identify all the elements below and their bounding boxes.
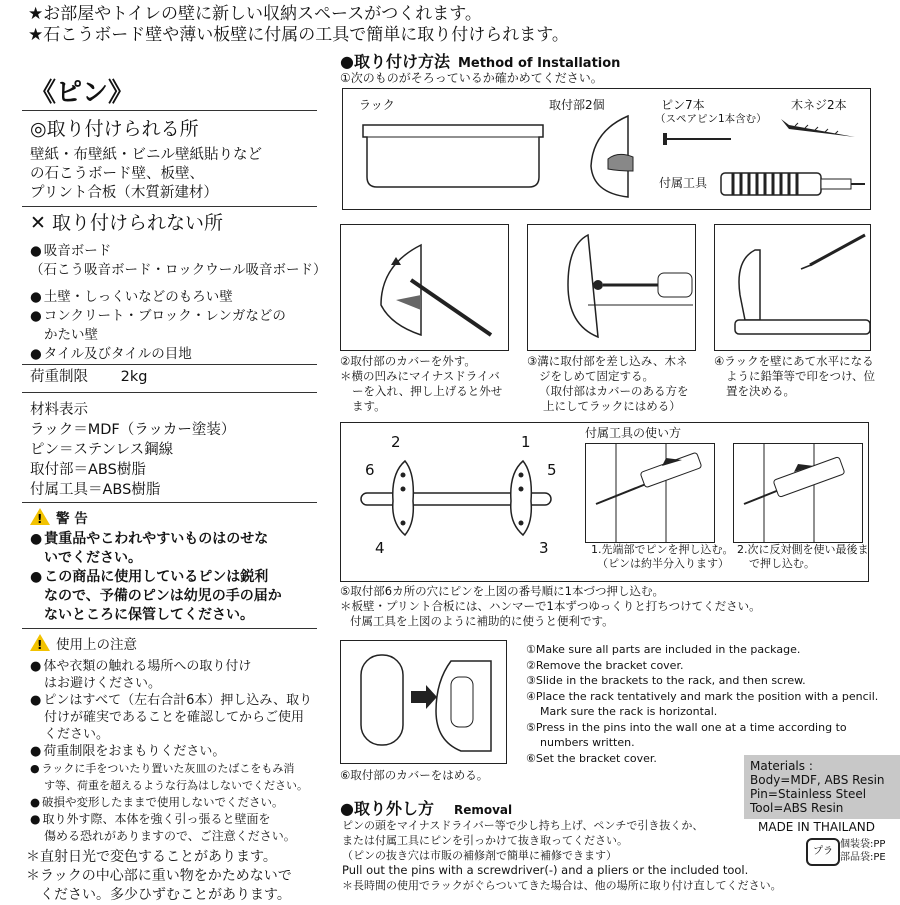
materials-en-box: Materials : Body=MDF, ABS Resin Pin=Stainless Steel Tool=ABS Resin xyxy=(744,755,900,819)
caution-line: ● 荷重制限をおまもりください。 xyxy=(30,743,312,760)
materials-title: 材料表示 xyxy=(30,402,88,418)
pin-number-6: 6 xyxy=(365,461,375,479)
step5-text: ⑤取付部6カ所の穴にピンを上図の番号順に1本づつ押し込む。 ＊板壁・プリント合板には、ハンマーで1本ずつゆっくりと打ちつけてください。 付属工具を上図のように補助的に使うと便利です。 xyxy=(340,584,761,628)
caution-line: はお避けください。 xyxy=(44,676,162,691)
note-line: ＊ラックの中心部に重い物をかためないで xyxy=(26,868,292,884)
notes-list xyxy=(26,848,292,905)
tool-step2-text: 2.次に反対側を使い最後ま で押し込む。 xyxy=(737,543,869,570)
caution-line: 傷める恐れがありますので、ご注意ください。 xyxy=(44,829,296,843)
caution-line: ● 破損や変形したままで使用しないでください。 xyxy=(30,794,312,811)
step1-text: ①次のものがそろっているか確かめてください。 xyxy=(340,71,603,85)
warning-line: いでください。 xyxy=(44,550,142,566)
note-line: ＊直射日光で変色することがあります。 xyxy=(26,849,277,865)
ng-item: ● 土壁・しっくいなどのもろい壁 xyxy=(30,288,326,307)
warning-icon xyxy=(30,508,50,525)
header-line-1: ★お部屋やトイレの壁に新しい収納スペースがつくれます。 xyxy=(28,4,482,24)
caution-line: ● 体や衣類の触れる場所への取り付け xyxy=(30,658,312,675)
ng-item: ● コンクリート・ブロック・レンガなどの xyxy=(30,307,326,326)
warning-line: なので、予備のピンは幼児の手の届か xyxy=(44,588,282,604)
warning-heading: !警 告 xyxy=(30,508,88,529)
parts-pins-label: ピン7本 xyxy=(661,98,705,112)
tool-step1-illustration xyxy=(585,443,715,543)
step4-illustration xyxy=(714,224,871,351)
ok-title: ◎取り付けられる所 xyxy=(30,118,199,140)
tool-step2-illustration xyxy=(733,443,863,543)
caution-line: ● ラックに手をついたり置いた灰皿のたばこをもみ消 xyxy=(30,760,312,777)
pin-number-4: 4 xyxy=(375,539,385,557)
pin-number-1: 1 xyxy=(521,433,531,451)
caution-line: ● ピンはすべて（左右合計6本）押し込み、取り xyxy=(30,692,312,709)
packaging-info: 個装袋:PP 部品袋:PE xyxy=(840,839,886,863)
caution-list xyxy=(30,658,312,845)
bracket-illustration xyxy=(583,111,643,201)
step4-text: ④ラックを壁にあて水平になる ように鉛筆等で印をつけ、位 置を決める。 xyxy=(714,354,876,398)
pin-number-5: 5 xyxy=(547,461,557,479)
parts-box xyxy=(342,88,871,210)
warning-line: ● 貴重品やこわれやすいものはのせな xyxy=(30,530,282,549)
pin-title: 《ピン》 xyxy=(30,78,135,108)
step2-text: ②取付部のカバーを外す。 ＊横の凹みにマイナスドライバ ーを入れ、押し上げると外せ ます。 xyxy=(340,354,503,413)
english-steps: ①Make sure all parts are included in the package. ②Remove the bracket cover. ③Slide in the brackets to the rack, and then screw. ④Place the rack tentatively and mark the position with a pencil. Mark sure the rack is horizontal. ⑤Press in the pins into the wall one at a time according to numbers written. ⑥Set the bracket cover. xyxy=(526,643,879,765)
step3-illustration xyxy=(527,224,696,351)
load-limit xyxy=(30,368,147,387)
caution-line: す等、荷重を超えるような行為はしないでください。 xyxy=(44,779,308,792)
materials-list xyxy=(30,400,235,500)
tool-illustration xyxy=(719,167,869,199)
ok-line: 壁紙・布壁紙・ビニル壁紙貼りなど xyxy=(30,147,262,163)
ng-title: ✕ 取り付けられない所 xyxy=(30,212,223,234)
warning-list xyxy=(30,530,282,625)
pin-illustration xyxy=(661,129,741,149)
recycle-mark-icon: プラ xyxy=(806,838,840,866)
caution-heading: !使用上の注意 xyxy=(30,634,137,655)
caution-line: ください。 xyxy=(44,727,110,742)
material-line: ピン＝ステンレス鋼線 xyxy=(30,442,174,458)
install-title: ●取り付け方法 Method of Installation xyxy=(340,52,621,71)
ng-item: ● タイル及びタイルの目地 xyxy=(30,345,326,364)
warning-line: ないところに保管してください。 xyxy=(44,607,254,623)
ng-list xyxy=(30,242,326,364)
removal-title: ●取り外し方 Removal xyxy=(340,799,513,818)
ng-item: ● 吸音ボード xyxy=(30,242,326,261)
caution-line: 付けが確実であることを確認してからご使用 xyxy=(44,710,305,725)
ok-line: プリント合板（木質新建材） xyxy=(30,185,218,201)
warning-line: ● この商品に使用しているピンは鋭利 xyxy=(30,568,282,587)
pin-number-2: 2 xyxy=(391,433,401,451)
caution-line: ● 取り外す際、本体を強く引っ張ると壁面を xyxy=(30,811,312,828)
step6-text: ⑥取付部のカバーをはめる。 xyxy=(340,768,489,782)
ok-line: の石こうボード壁、板壁、 xyxy=(30,166,204,182)
made-in: MADE IN THAILAND xyxy=(758,820,876,834)
parts-rack-label: ラック xyxy=(359,98,395,112)
parts-tool-label: 付属工具 xyxy=(659,176,708,190)
note-line: ください。多少ひずむことがあります。 xyxy=(40,887,291,903)
caution-icon xyxy=(30,634,50,651)
load-value: 2kg xyxy=(120,369,148,385)
material-line: ラック＝MDF（ラッカー塗装） xyxy=(30,422,236,438)
tool-step1-text: 1.先端部でピンを押し込む。 （ピンは約半分入ります） xyxy=(591,543,734,570)
ng-item: かたい壁 xyxy=(44,327,98,343)
step3-text: ③溝に取付部を差し込み、木ネ ジをしめて固定する。 （取付部はカバーのある方を 上にしてラックにはめる） xyxy=(527,354,689,413)
parts-pins-note: （スペアピン1本含む） xyxy=(655,113,767,125)
ng-item: （石こう吸音ボード・ロックウール吸音ボード） xyxy=(30,262,327,278)
pin-number-3: 3 xyxy=(539,539,549,557)
parts-brackets-label: 取付部2個 xyxy=(549,98,605,112)
screw-illustration xyxy=(775,111,865,151)
material-line: 付属工具＝ABS樹脂 xyxy=(30,482,161,498)
parts-screws-label: 木ネジ2本 xyxy=(791,98,847,112)
step6-illustration xyxy=(340,640,507,764)
step5-box xyxy=(340,422,869,582)
rack-illustration xyxy=(353,117,553,192)
material-line: 取付部＝ABS樹脂 xyxy=(30,462,146,478)
load-label: 荷重制限 xyxy=(30,369,88,385)
ok-list xyxy=(30,146,262,203)
removal-text: ピンの頭をマイナスドライバー等で少し持ち上げ、ペンチで引き抜くか、 または付属工具にピンを引っかけて抜き取ってください。 （ピンの抜き穴は市販の補修剤で簡単に補修できます） Pull out the pins with a screwdriver(-) and a pliers or the included tool. ＊長時間の使用でラックがぐらついてきた場合は、他の場所に取り付け直してください。 xyxy=(342,819,782,892)
step2-illustration xyxy=(340,224,509,351)
header-line-2: ★石こうボード壁や薄い板壁に付属の工具で簡単に取り付けられます。 xyxy=(28,25,569,45)
tool-usage-title: 付属工具の使い方 xyxy=(585,426,682,440)
